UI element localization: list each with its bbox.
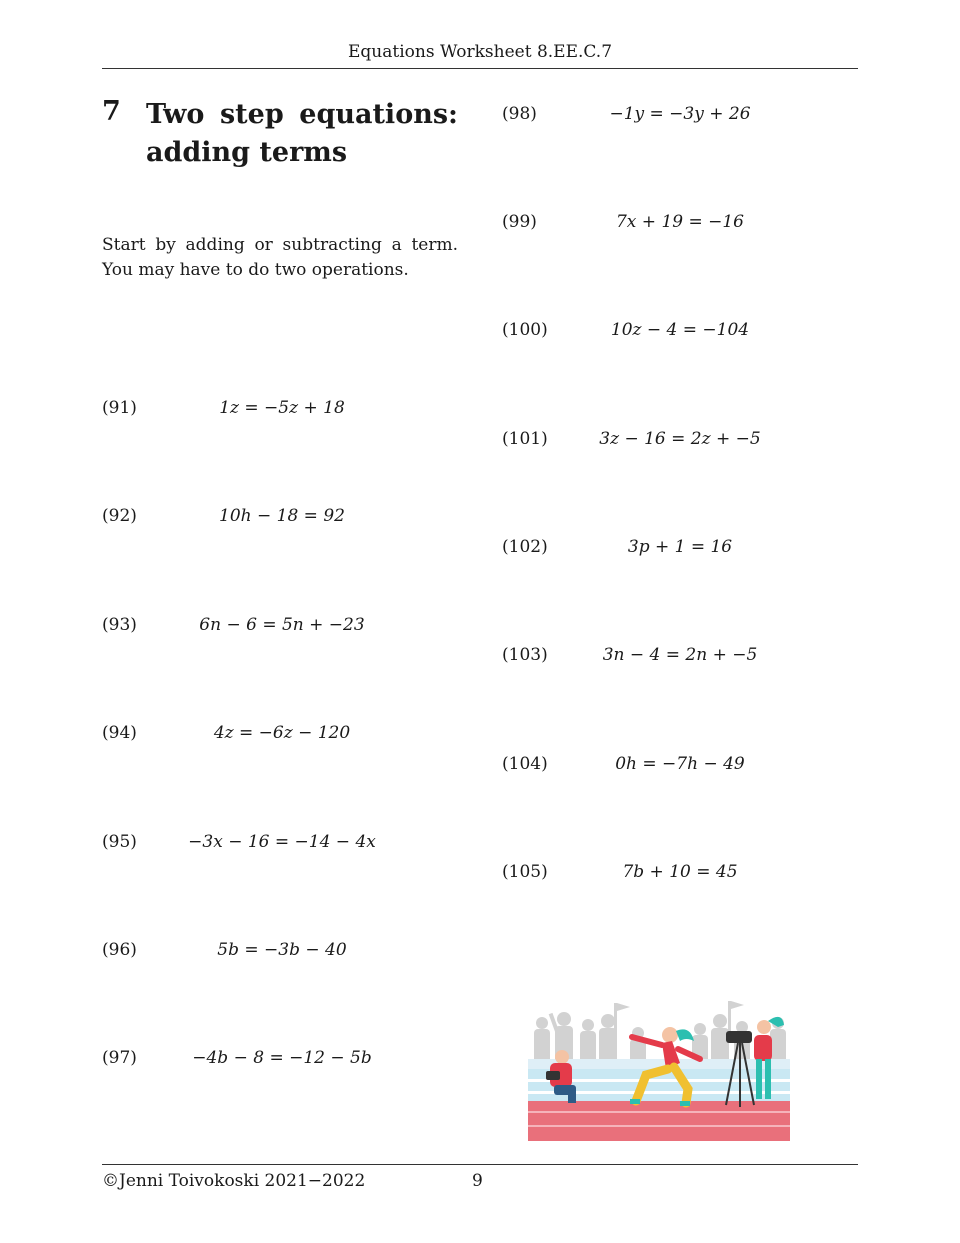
section-title: Two step equations: adding terms bbox=[146, 99, 458, 168]
page-number: 9 bbox=[472, 1171, 483, 1191]
problem-number: (100) bbox=[502, 320, 548, 340]
problem-number: (92) bbox=[102, 506, 137, 526]
problem-equation: −3x − 16 = −14 − 4x bbox=[188, 832, 376, 852]
problem-equation: 7x + 19 = −16 bbox=[615, 212, 744, 232]
problem-equation: −1y = −3y + 26 bbox=[609, 104, 751, 124]
problem-number: (101) bbox=[502, 429, 548, 449]
problem-equation: 4z = −6z − 120 bbox=[213, 723, 351, 743]
problem-equation: 7b + 10 = 45 bbox=[622, 862, 738, 882]
problem-equation: 0h = −7h − 49 bbox=[615, 754, 745, 774]
problem-number: (91) bbox=[102, 398, 137, 418]
problem-equation: −4b − 8 = −12 − 5b bbox=[192, 1048, 372, 1068]
problem-number: (95) bbox=[102, 832, 137, 852]
section-instructions: Start by adding or subtracting a term. You may have to do two operations. bbox=[102, 235, 458, 280]
footer-copyright: ©Jenni Toivokoski 2021−2022 bbox=[102, 1171, 366, 1191]
section-number: 7 bbox=[102, 96, 121, 127]
sprinter-race-illustration bbox=[528, 993, 790, 1141]
problem-equation: 10h − 18 = 92 bbox=[219, 506, 345, 526]
problem-equation: 5b = −3b − 40 bbox=[217, 940, 347, 960]
problem-number: (105) bbox=[502, 862, 548, 882]
problem-number: (103) bbox=[502, 645, 548, 665]
problem-number: (104) bbox=[502, 754, 548, 774]
problem-equation: 3z − 16 = 2z + −5 bbox=[599, 429, 761, 449]
problem-number: (97) bbox=[102, 1048, 137, 1068]
problem-number: (102) bbox=[502, 537, 548, 557]
problem-number: (96) bbox=[102, 940, 137, 960]
problem-equation: 3p + 1 = 16 bbox=[627, 537, 733, 557]
problem-equation: 6n − 6 = 5n + −23 bbox=[199, 615, 365, 635]
problem-number: (98) bbox=[502, 104, 537, 124]
problem-equation: 1z = −5z + 18 bbox=[219, 398, 345, 418]
problem-equation: 10z − 4 = −104 bbox=[610, 320, 750, 340]
page-header: Equations Worksheet 8.EE.C.7 bbox=[102, 42, 858, 69]
problem-number: (93) bbox=[102, 615, 137, 635]
problem-number: (99) bbox=[502, 212, 537, 232]
problem-number: (94) bbox=[102, 723, 137, 743]
footer-rule bbox=[102, 1164, 858, 1165]
problem-equation: 3n − 4 = 2n + −5 bbox=[602, 645, 758, 665]
